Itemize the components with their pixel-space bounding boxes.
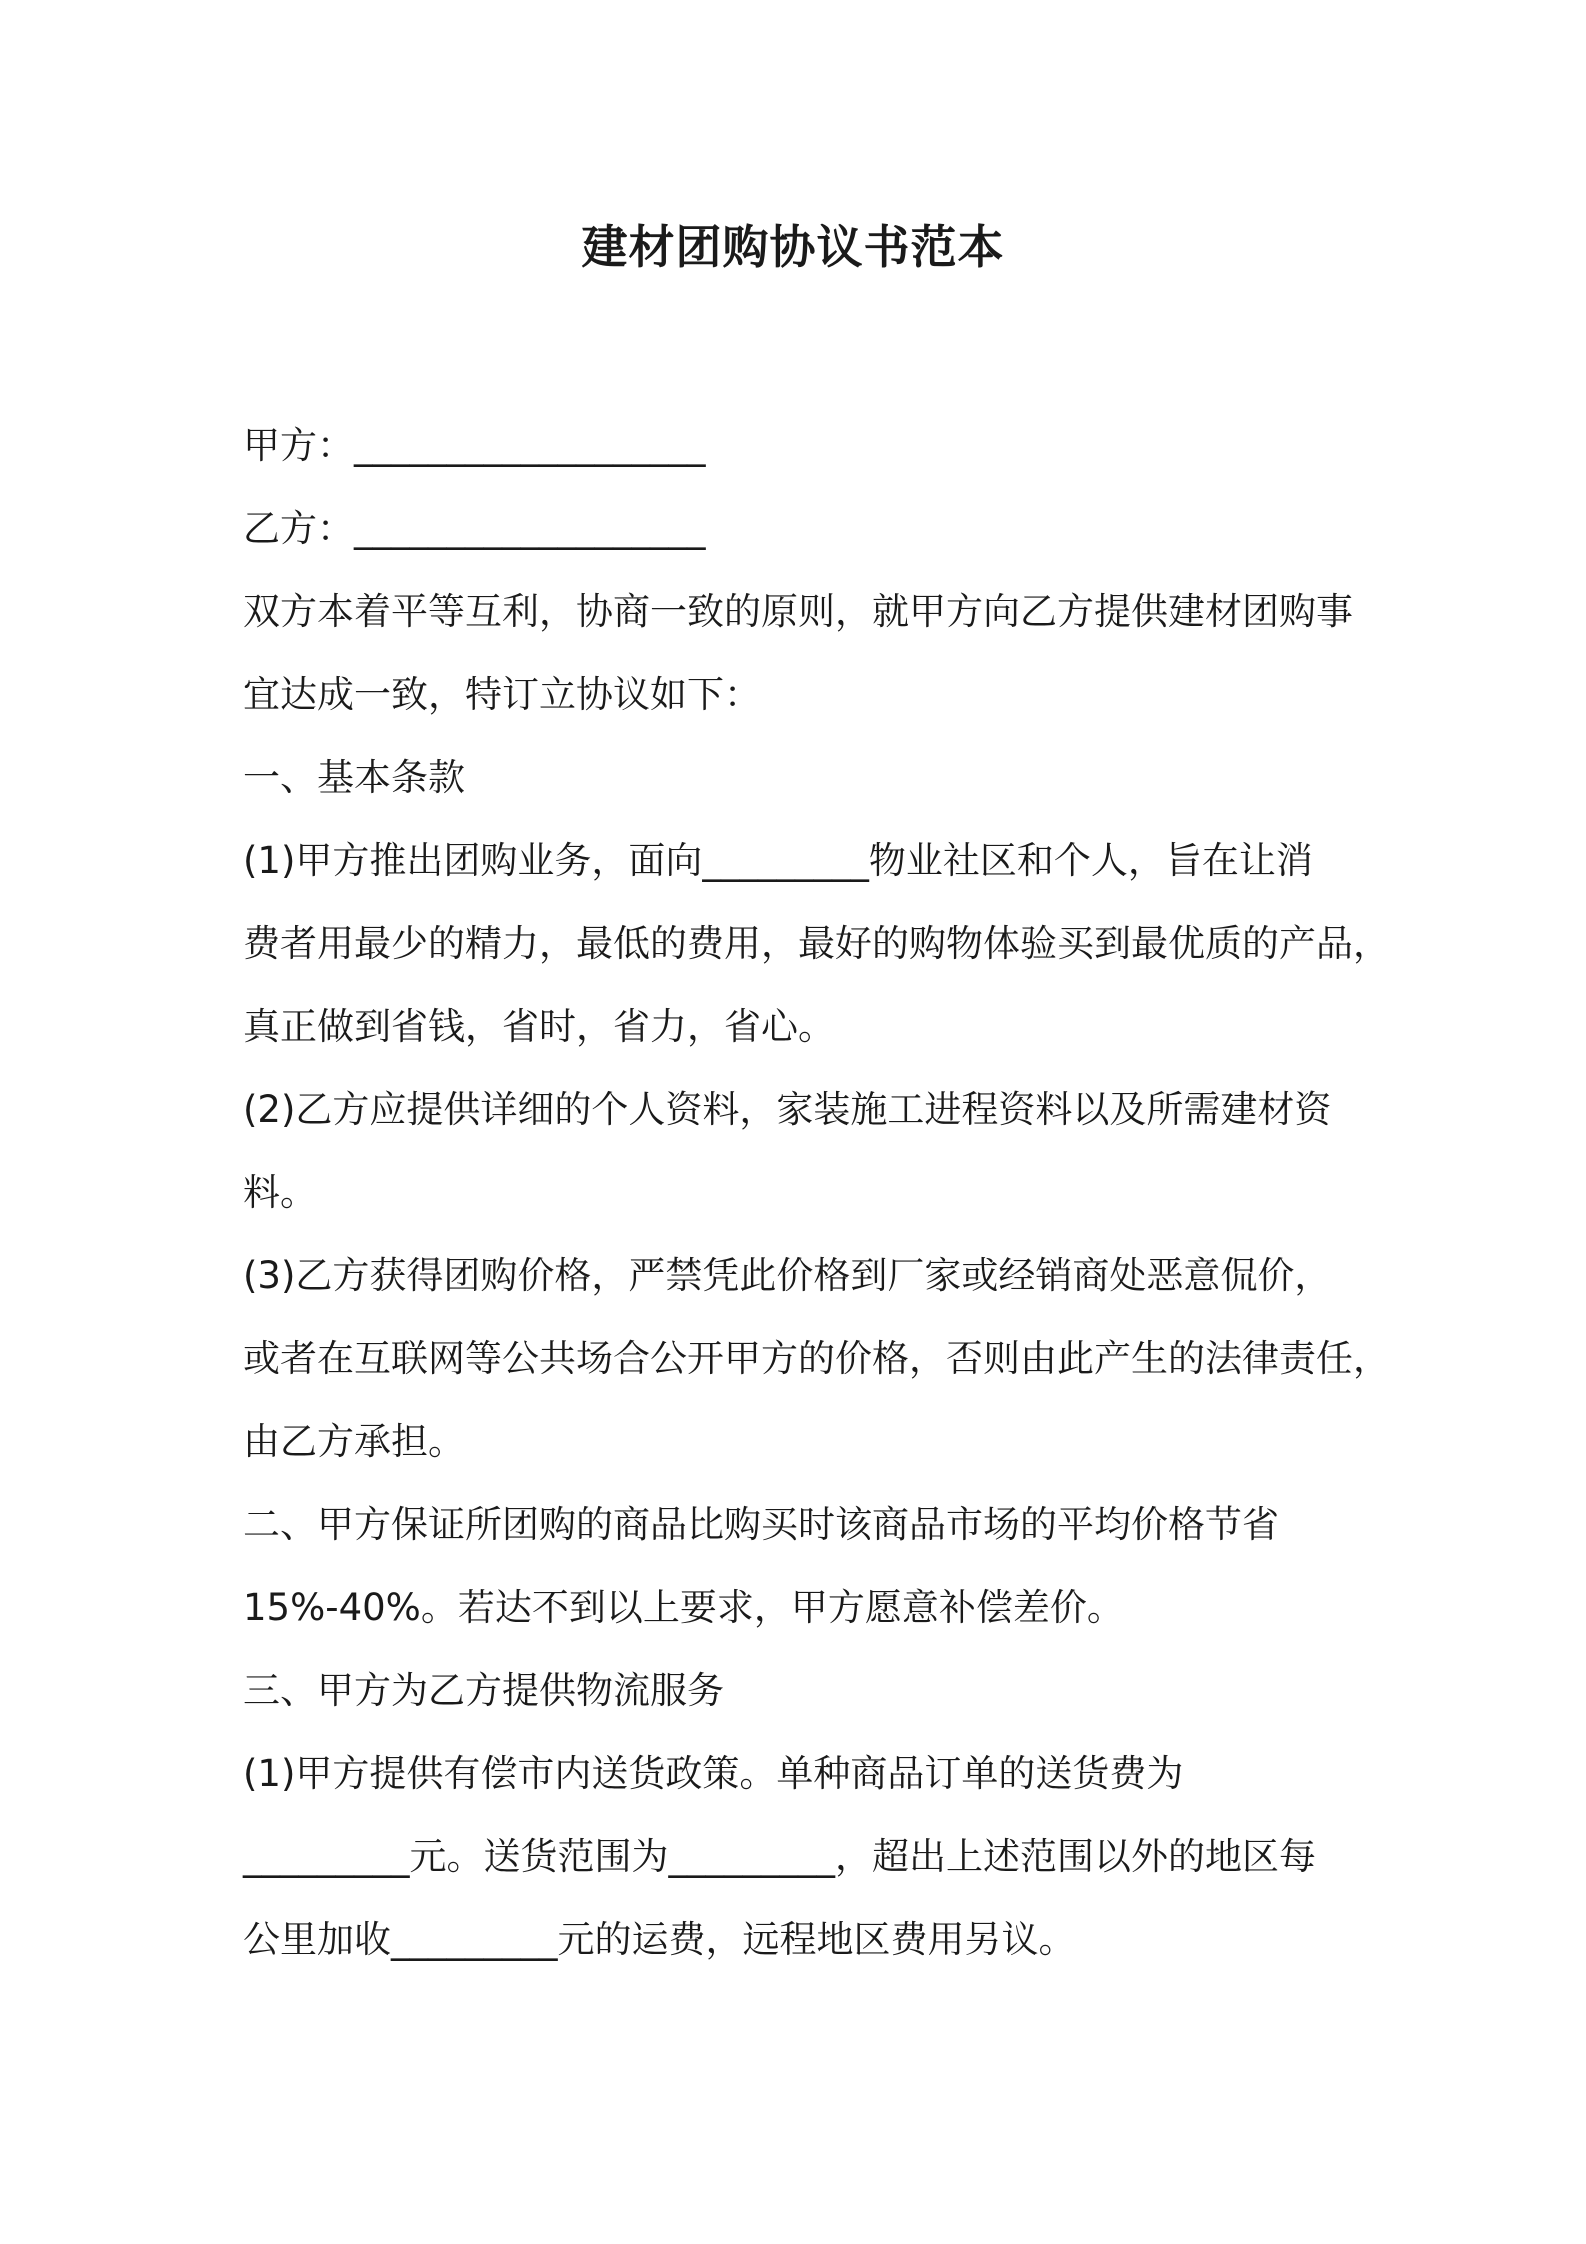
- clause-line: (1)甲方推出团购业务，面向_________物业社区和个人，旨在让消: [243, 839, 1313, 882]
- clause-line: 15%-40%。若达不到以上要求，甲方愿意补偿差价。: [243, 1586, 1124, 1629]
- clause-line: 公里加收_________元的运费，远程地区费用另议。: [243, 1918, 1076, 1961]
- section-heading: 一、基本条款: [243, 756, 465, 799]
- clause-line: 或者在互联网等公共场合公开甲方的价格，否则由此产生的法律责任，: [243, 1337, 1390, 1380]
- clause-line: (3)乙方获得团购价格，严禁凭此价格到厂家或经销商处恶意侃价，: [243, 1254, 1332, 1297]
- clause-line: 由乙方承担。: [243, 1420, 465, 1463]
- clause-line: (2)乙方应提供详细的个人资料，家装施工进程资料以及所需建材资: [243, 1088, 1332, 1131]
- document-body: [243, 404, 1390, 1981]
- document-title: 建材团购协议书范本: [581, 220, 1005, 274]
- preamble-line: 双方本着平等互利，协商一致的原则，就甲方向乙方提供建材团购事: [243, 590, 1353, 633]
- clause-line: 费者用最少的精力，最低的费用，最好的购物体验买到最优质的产品，: [243, 922, 1390, 965]
- section-heading: 二、甲方保证所团购的商品比购买时该商品市场的平均价格节省: [243, 1503, 1279, 1546]
- party-b-line: 乙方：___________________: [243, 507, 706, 550]
- clause-line: (1)甲方提供有偿市内送货政策。单种商品订单的送货费为: [243, 1752, 1184, 1795]
- clause-line: 真正做到省钱，省时，省力，省心。: [243, 1005, 835, 1048]
- preamble-line: 宜达成一致，特订立协议如下：: [243, 673, 761, 716]
- section-heading: 三、甲方为乙方提供物流服务: [243, 1669, 724, 1712]
- party-a-line: 甲方：___________________: [243, 424, 706, 467]
- clause-line: _________元。送货范围为_________，超出上述范围以外的地区每: [243, 1835, 1316, 1878]
- clause-line: 料。: [243, 1171, 317, 1214]
